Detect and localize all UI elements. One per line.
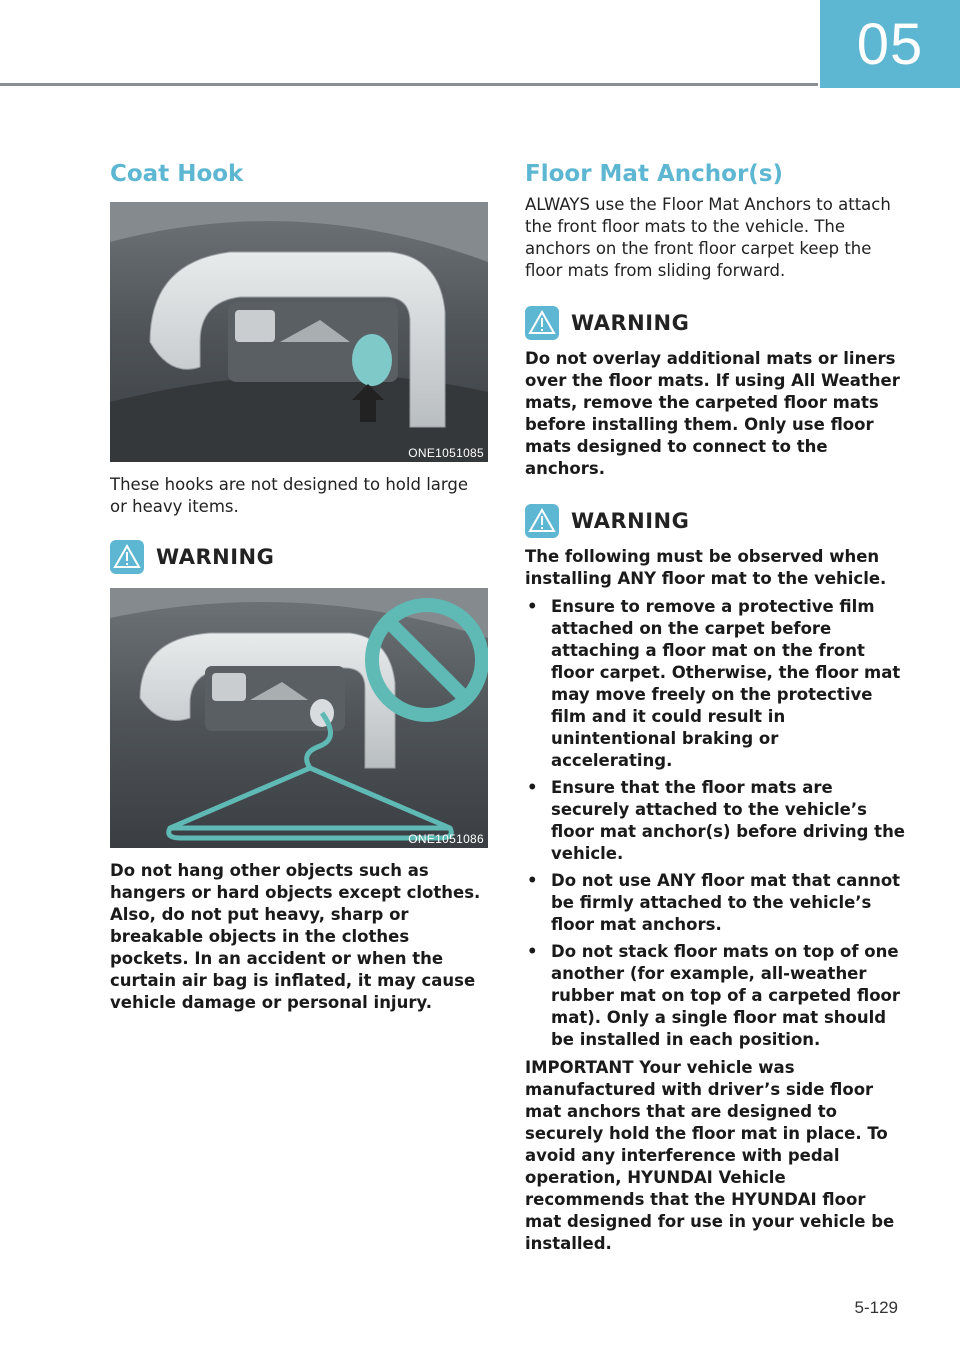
coat-hook-figure (110, 202, 488, 462)
warning-icon (525, 504, 559, 538)
section-title-coat-hook: Coat Hook (110, 161, 244, 187)
warning-heading (525, 306, 905, 340)
hanger-prohibited-figure (110, 588, 488, 848)
header-rule (0, 83, 818, 86)
hanger-prohibited-illustration (110, 588, 488, 848)
floor-mat-bullet-list (525, 596, 905, 1051)
floor-mat-intro: ALWAYS use the Floor Mat Anchors to attach the front floor mats to the vehicle. The anchors on the front floor carpet keep the floor mats from sliding forward. (525, 195, 891, 280)
coat-hook-note: These hooks are not designed to hold large or heavy items. (110, 475, 469, 516)
figure-code: ONE1051086 (408, 832, 484, 846)
left-column (110, 158, 488, 1014)
bullet-glyph: • (527, 871, 538, 890)
list-item: • Do not use ANY floor mat that cannot be firmly attached to the vehicle’s floor mat anchors. (527, 871, 901, 934)
right-column (525, 158, 905, 1255)
bullet-glyph: • (527, 597, 538, 616)
warning-heading (110, 540, 488, 574)
coat-hook-illustration (110, 202, 488, 462)
warning-label: WARNING (156, 545, 275, 569)
figure-code: ONE1051085 (408, 446, 484, 460)
page-number: 5-129 (854, 1298, 898, 1317)
bullet-glyph: • (527, 942, 538, 961)
floor-mat-warning2-intro: The following must be observed when installing ANY floor mat to the vehicle. (525, 547, 887, 588)
warning-icon (110, 540, 144, 574)
warning-label: WARNING (571, 311, 690, 335)
list-item: • Ensure that the floor mats are securely attached to the vehicle’s floor mat anchor(s) before driving the vehicle. (527, 778, 906, 863)
floor-mat-warning1-text: Do not overlay additional mats or liners over the floor mats. If using All Weather mats, remove the carpeted floor mats before installing them. Only use floor mats designed to connect to the anchors. (525, 349, 900, 478)
warning-label: WARNING (571, 509, 690, 533)
list-item: • Do not stack floor mats on top of one another (for example, all-weather rubber mat on top of a carpeted floor mat). Only a single floor mat should be installed in each position. (527, 942, 901, 1049)
warning-icon (525, 306, 559, 340)
bullet-glyph: • (527, 778, 538, 797)
section-title-floor-mat: Floor Mat Anchor(s) (525, 161, 783, 187)
important-note: IMPORTANT Your vehicle was manufactured with driver’s side floor mat anchors that are designed to securely hold the floor mat in place. To avoid any interference with pedal operation, HYUNDAI Vehicle recommends that the HYUNDAI floor mat designed for use in your vehicle be installed. (525, 1058, 895, 1253)
warning-heading (525, 504, 905, 538)
list-item: • Ensure to remove a protective film attached on the carpet before attaching a floor mat on the front floor carpet. Otherwise, the floor mat may move freely on the protective film and it could result in unintentional braking or accelerating. (527, 597, 901, 770)
coat-hook-warning-text: Do not hang other objects such as hangers or hard objects except clothes. Also, do not put heavy, sharp or breakable objects in the clothes pockets. In an accident or when the curtain air bag is inflated, it may cause vehicle damage or personal injury. (110, 861, 481, 1012)
chapter-tab: 05 (820, 0, 960, 88)
